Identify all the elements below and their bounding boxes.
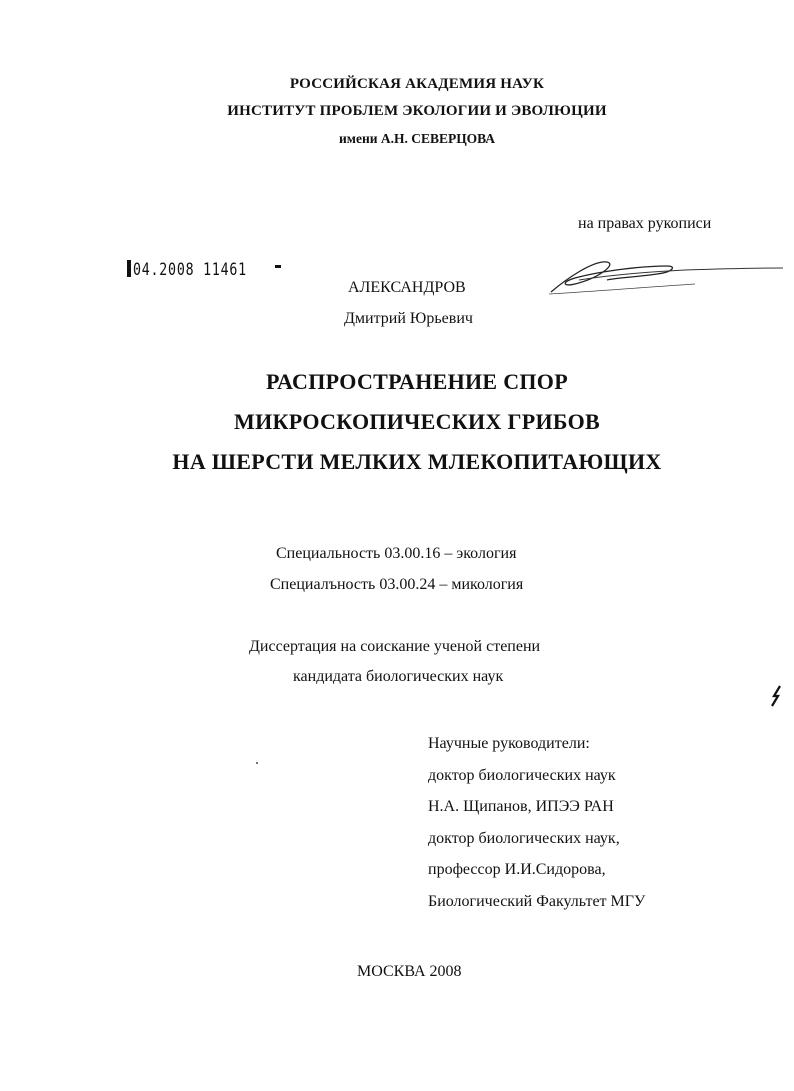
signature-stroke [551,262,672,292]
specialty-mycology: Специалъность 03.00.24 – микология [270,576,524,593]
supervisors-block [428,728,645,917]
institute-name: ИНСТИТУТ ПРОБЛЕМ ЭКОЛОГИИ И ЭВОЛЮЦИИ [227,103,607,119]
city-year: МОСКВА 2008 [357,963,462,980]
manuscript-note: на правах рукописи [578,215,712,232]
title-line-2: МИКРОСКОПИЧЕСКИХ ГРИБОВ [234,409,600,434]
archive-stamp [127,260,281,280]
signature-tail [549,284,695,294]
supervisor-line: Н.А. Щипанов, ИПЭЭ РАН [428,798,614,815]
author-surname: АЛЕКСАНДРОВ [348,279,466,296]
degree-line-2: кандидата биологических наук [293,668,504,685]
ink-mark-stroke [772,686,780,706]
stamp-bar-mark [127,260,131,277]
supervisor-line: профессор И.И.Сидорова, [428,861,606,878]
institute-named-after: имени А.Н. СЕВЕРЦОВА [338,131,495,146]
signature-underline [579,268,783,280]
specialty-ecology: Специальность 03.00.16 – экология [276,545,517,562]
signature-graphic [545,250,785,300]
scan-speck [256,762,258,764]
stamp-number: 04.2008 11461 [133,260,247,280]
supervisor-line: доктор биологических наук [428,766,616,784]
supervisor-line: Биологический Факультет МГУ [428,892,646,910]
title-line-3: НА ШЕРСТИ МЕЛКИХ МЛЕКОПИТАЮЩИХ [172,449,662,474]
title-line-1: РАСПРОСТРАНЕНИЕ СПОР [266,369,568,394]
supervisors-heading: Научные руководители: [428,735,590,752]
degree-line-1: Диссертация на соискание ученой степени [249,638,541,655]
author-given-names: Дмитрий Юрьевич [344,310,473,327]
academy-name: РОССИЙСКАЯ АКАДЕМИЯ НАУК [289,76,545,92]
margin-ink-mark [766,684,786,708]
supervisor-line: доктор биологических наук, [428,829,620,847]
stamp-dash-mark [275,265,281,268]
